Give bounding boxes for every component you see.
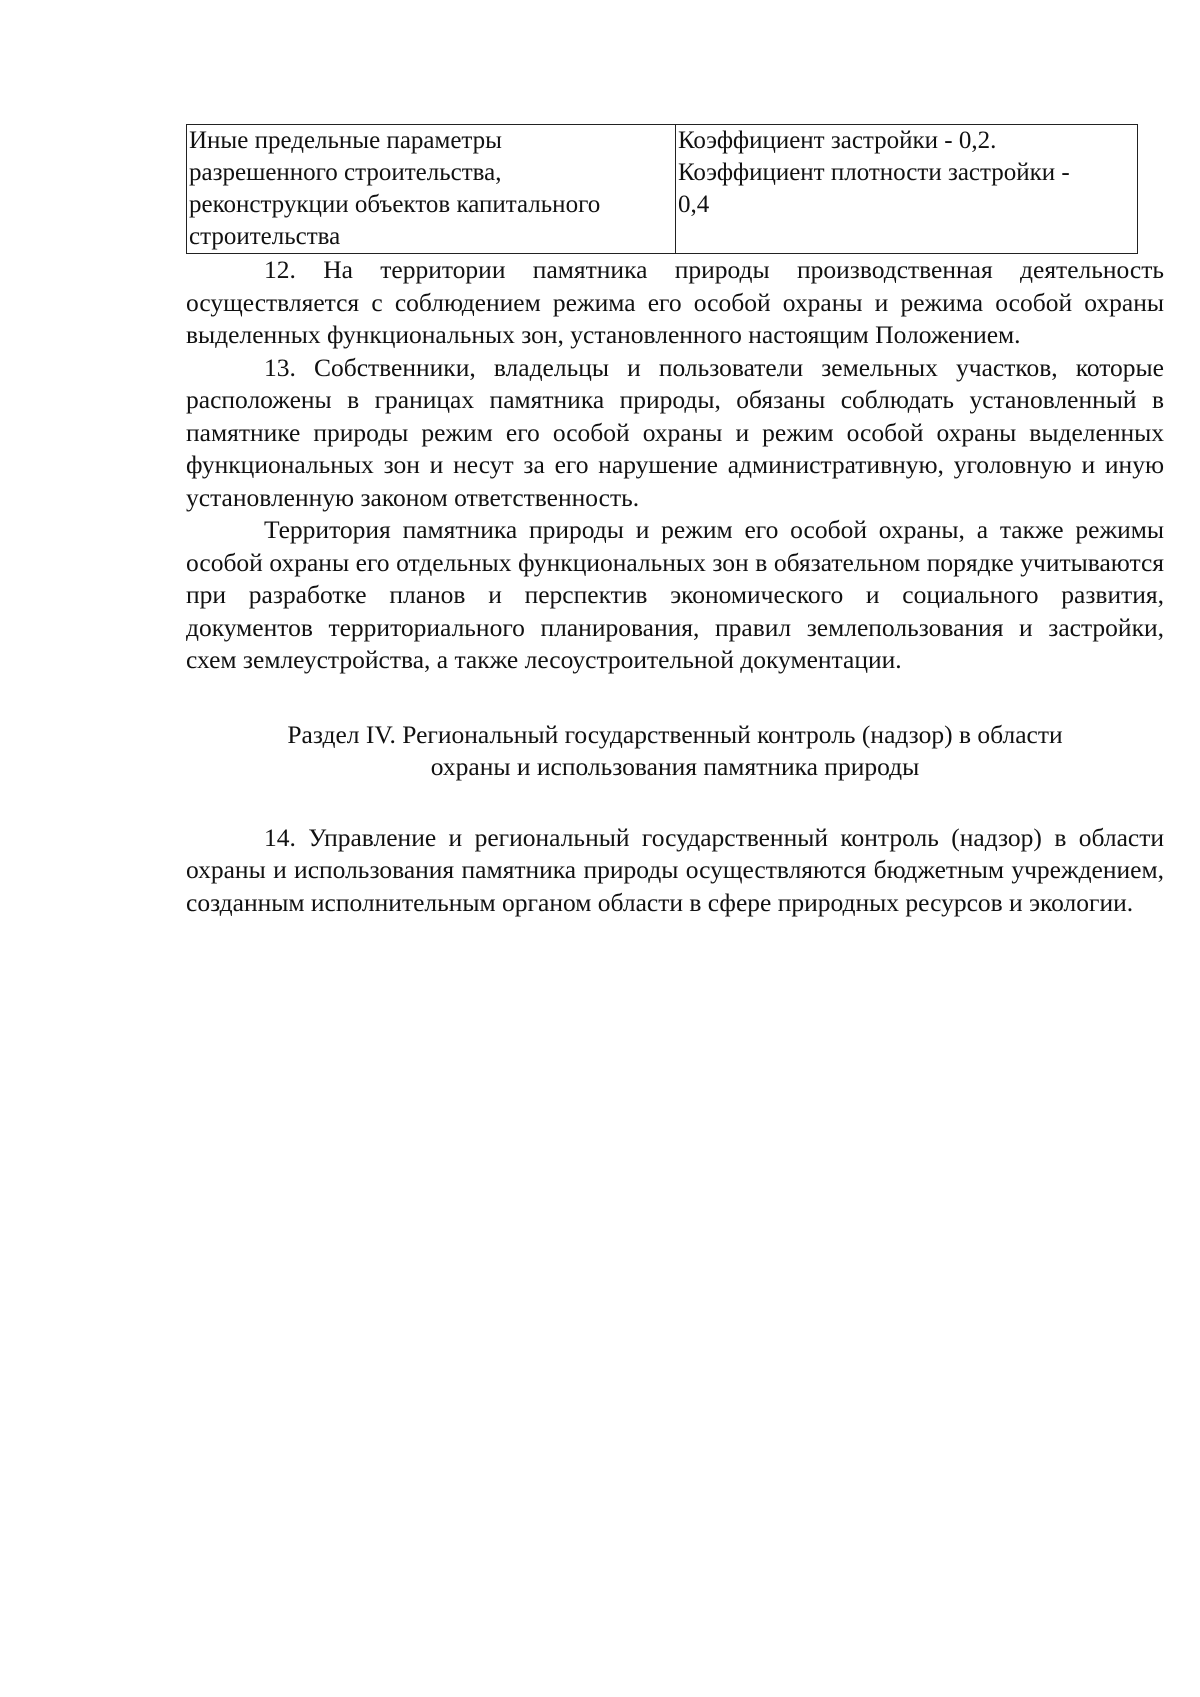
- paragraph-14: 14. Управление и региональный государственный контроль (надзор) в области охраны и использования памятника природы осуществляются бюджетным учреждением, созданным исполнительным органом области в сфере природных ресурсов и экологии.: [186, 822, 1164, 917]
- section-heading-line: охраны и использования памятника природы: [430, 752, 920, 781]
- parameters-table: [186, 124, 1138, 254]
- paragraph-13: 13. Собственники, владельцы и пользователи земельных участков, которые расположены в границах памятника природы, обязаны соблюдать установленный в памятнике природы режим его особой охраны и режим особой охраны выделенных функциональных зон и несут за его нарушение административную, уголовную и иную установленную законом ответственность.: [186, 352, 1164, 512]
- paragraph-12: 12. На территории памятника природы производственная деятельность осуществляется с соблюдением режима его особой охраны и режима особой охраны выделенных функциональных зон, установленного настоящим Положением.: [186, 255, 1164, 349]
- cell-text-line: разрешенного строительства,: [189, 159, 502, 186]
- cell-text-line: Иные предельные параметры: [189, 127, 502, 154]
- table-cell-value: [676, 125, 1138, 254]
- cell-text-line: реконструкции объектов капитального: [189, 191, 601, 218]
- table-row: [187, 125, 1138, 254]
- cell-text-line: строительства: [189, 223, 341, 250]
- spacer: [186, 784, 1164, 822]
- cell-text-line: Коэффициент плотности застройки -: [678, 159, 1070, 186]
- document-content: [186, 124, 1164, 919]
- cell-text-line: 0,4: [678, 191, 710, 218]
- paragraph-13-continuation: Территория памятника природы и режим его особой охраны, а также режимы особой охраны его отдельных функциональных зон в обязательном порядке учитываются при разработке планов и перспектив экономического и социального развития, документов территориального планирования, правил землепользования и застройки, схем землеустройства, а также лесоустроительной документации.: [186, 515, 1164, 674]
- cell-text-line: Коэффициент застройки - 0,2.: [678, 127, 997, 154]
- section-heading: [186, 719, 1164, 784]
- section-heading-line: Раздел IV. Региональный государственный контроль (надзор) в области: [287, 719, 1063, 749]
- table-cell-label: [187, 125, 676, 254]
